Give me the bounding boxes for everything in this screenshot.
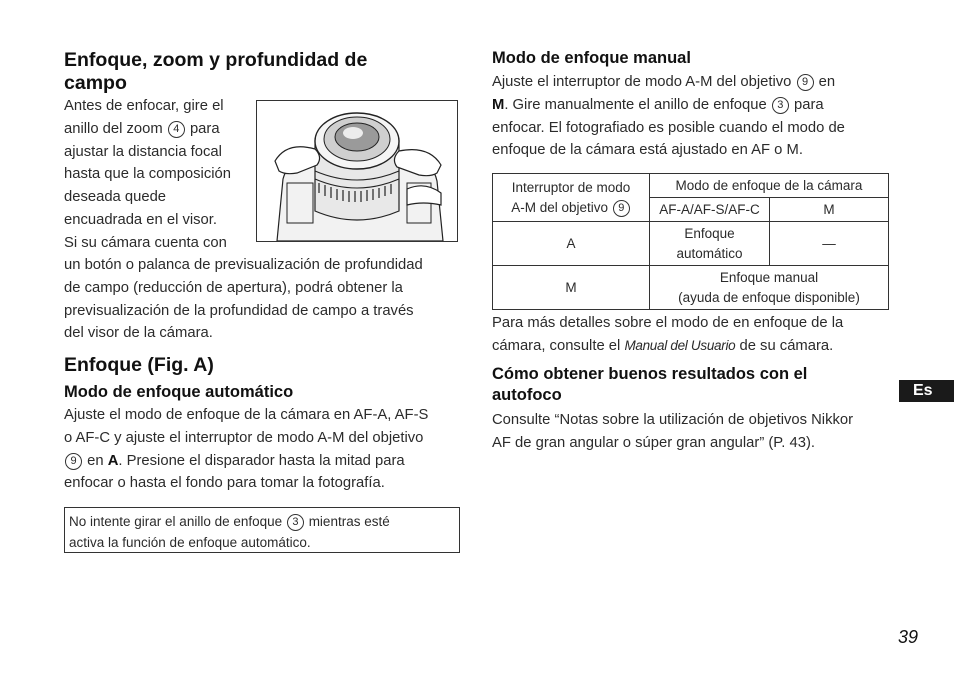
dof-line: de campo (reducción de apertura), podrá obtener la [64, 279, 403, 296]
details-paragraph [492, 312, 892, 358]
intro-line: hasta que la composición [64, 166, 231, 183]
intro-line: ajustar la distancia focal [64, 143, 222, 160]
row-a-af: Enfoque automático [650, 222, 770, 266]
title-line-1: Enfoque, zoom y profundidad de [64, 49, 368, 71]
lens-illustration [256, 100, 458, 242]
zoom-ring-number: 4 [168, 121, 185, 138]
row-m-label: M [493, 266, 650, 310]
row-m-value: Enfoque manual (ayuda de enfoque disponible) [650, 266, 889, 310]
manual-line: Ajuste el interruptor de modo A-M del objetivo 9 en [492, 74, 836, 90]
intro-line: deseada quede [64, 189, 167, 206]
language-tab: Es [899, 380, 954, 402]
note-line: activa la función de enfoque automático. [69, 535, 311, 550]
section-title-zoom [64, 49, 367, 95]
auto-focus-paragraph [64, 404, 464, 495]
auto-line: Ajuste el modo de enfoque de la cámara en AF-A, AF-S [64, 407, 429, 423]
dof-line: un botón o palanca de previsualización de profundidad [64, 257, 423, 273]
details-line: cámara, consulte el Manual del Usuario de su cámara. [492, 337, 834, 354]
focus-ring-number: 3 [772, 97, 789, 114]
page-number: 39 [898, 627, 919, 647]
intro-line: Si su cámara cuenta con [64, 234, 227, 251]
details-line: Para más detalles sobre el modo de en enfoque de la [492, 315, 844, 331]
dof-line: del visor de la cámara. [64, 325, 213, 342]
col-m: M [770, 198, 889, 222]
manual-line: enfoque de la cámara está ajustado en AF o M. [492, 142, 803, 159]
intro-line: encuadrada en el visor. [64, 211, 218, 228]
intro-paragraph [64, 95, 254, 255]
manual-title: Manual del Usuario [624, 337, 736, 353]
intro-line: anillo del zoom 4 para [64, 120, 220, 137]
auto-line: 9 en A. Presione el disparador hasta la mitad para [64, 450, 464, 473]
switch-number: 9 [613, 200, 630, 217]
row-a-m: — [770, 222, 889, 266]
row-a-label: A [493, 222, 650, 266]
auto-focus-heading: Modo de enfoque automático [64, 383, 294, 401]
tips-heading: Cómo obtener buenos resultados con el autofoco [492, 365, 808, 404]
auto-line: o AF-C y ajuste el interruptor de modo A-M del objetivo [64, 429, 424, 446]
section-title-focus: Enfoque (Fig. A) [64, 354, 214, 376]
dof-paragraph [64, 254, 464, 345]
tips-paragraph [492, 409, 892, 455]
focus-mode-table [492, 173, 889, 310]
dof-line: previsualización de la profundidad de campo a través [64, 302, 414, 319]
manual-line: enfocar. El fotografiado es posible cuando el modo de [492, 119, 845, 136]
note-box [64, 507, 460, 553]
manual-focus-heading: Modo de enfoque manual [492, 49, 691, 67]
tips-line: Consulte “Notas sobre la utilización de objetivos Nikkor [492, 412, 854, 428]
lens-drawing [257, 101, 457, 241]
focus-ring-number: 3 [287, 514, 304, 531]
switch-number: 9 [797, 74, 814, 91]
col-af: AF-A/AF-S/AF-C [650, 198, 770, 222]
title-line-2: campo [64, 72, 127, 94]
manual-focus-paragraph [492, 71, 892, 162]
intro-line: Antes de enfocar, gire el [64, 98, 224, 114]
tips-line: AF de gran angular o súper gran angular” (P. 43). [492, 434, 815, 451]
switch-number: 9 [65, 453, 82, 470]
header-switch: Interruptor de modo A-M del objetivo 9 [493, 174, 650, 222]
auto-line: enfocar o hasta el fondo para tomar la fotografía. [64, 475, 385, 492]
manual-line: M. Gire manualmente el anillo de enfoque 3 para [492, 96, 824, 113]
header-camera-mode: Modo de enfoque de la cámara [650, 174, 889, 198]
note-line: No intente girar el anillo de enfoque 3 mientras esté [69, 514, 390, 529]
